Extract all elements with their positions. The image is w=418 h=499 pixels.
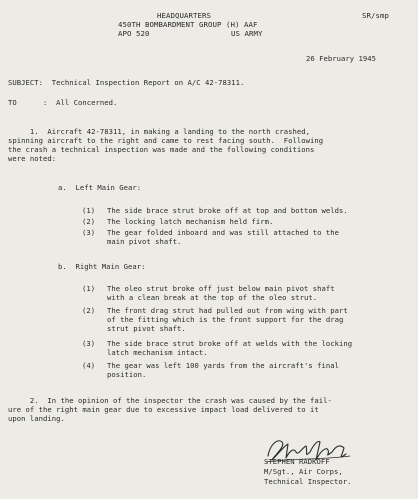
section-a-item-number: (3)	[82, 228, 96, 237]
section-b-heading: b. Right Main Gear:	[58, 262, 146, 271]
section-b-item-text: strut pivot shaft.	[107, 324, 186, 333]
paragraph-1-line: the crash a technical inspection was made and the following conditions	[8, 145, 315, 154]
section-a-item-text: The gear folded inboard and was still attached to the	[107, 228, 339, 237]
paragraph-1-line: 1. Aircraft 42-78311, in making a landing to the north crashed,	[8, 127, 311, 136]
header-apo: APO 520	[118, 29, 150, 38]
paragraph-2-line: 2. In the opinion of the inspector the crash was caused by the fail-	[8, 396, 332, 405]
section-b-item-number: (2)	[82, 306, 96, 315]
section-b-item-text: of the fitting which is the front support for the drag	[107, 315, 344, 324]
section-b-item-text: The side brace strut broke off at welds with the locking	[107, 339, 353, 348]
section-a-item-number: (1)	[82, 206, 96, 215]
section-b-item-text: The gear was left 100 yards from the aircraft's final	[107, 361, 339, 370]
paragraph-2-line: ure of the right main gear due to excessive impact load delivered to it	[8, 405, 319, 414]
to-line: TO : All Concerned.	[8, 98, 118, 107]
header-headquarters: HEADQUARTERS	[157, 11, 211, 20]
section-b-item-text: with a clean break at the top of the oleo strut.	[107, 293, 318, 302]
section-a-heading: a. Left Main Gear:	[58, 183, 142, 192]
paragraph-1-line: were noted:	[8, 154, 57, 163]
section-b-item-number: (3)	[82, 339, 96, 348]
header-reference: SR/smp	[362, 11, 389, 20]
header-unit: 450TH BOMBARDMENT GROUP (H) AAF	[118, 20, 258, 29]
signature-rank: M/Sgt., Air Corps,	[264, 467, 343, 476]
paragraph-2-line: upon landing.	[8, 414, 65, 423]
subject-line: SUBJECT: Technical Inspection Report on A/C 42-78311.	[8, 78, 245, 87]
section-a-item-text: The locking latch mechanism held firm.	[107, 217, 274, 226]
header-army: US ARMY	[231, 29, 263, 38]
section-b-item-text: The oleo strut broke off just below main pivot shaft	[107, 284, 335, 293]
paragraph-1-line: spinning aircraft to the right and came to rest facing south. Following	[8, 136, 324, 145]
section-a-item-text: The side brace strut broke off at top and bottom welds.	[107, 206, 348, 215]
document-date: 26 February 1945	[306, 54, 377, 63]
signature-title: Technical Inspector.	[264, 477, 352, 486]
section-b-item-text: latch mechanism intact.	[107, 348, 208, 357]
section-b-item-number: (1)	[82, 284, 96, 293]
section-b-item-number: (4)	[82, 361, 96, 370]
section-b-item-text: The front drag strut had pulled out from wing with part	[107, 306, 348, 315]
section-b-item-text: position.	[107, 370, 147, 379]
section-a-item-text: main pivot shaft.	[107, 237, 182, 246]
section-a-item-number: (2)	[82, 217, 96, 226]
signature-name: STEPHEN RADKOFF	[264, 457, 330, 466]
